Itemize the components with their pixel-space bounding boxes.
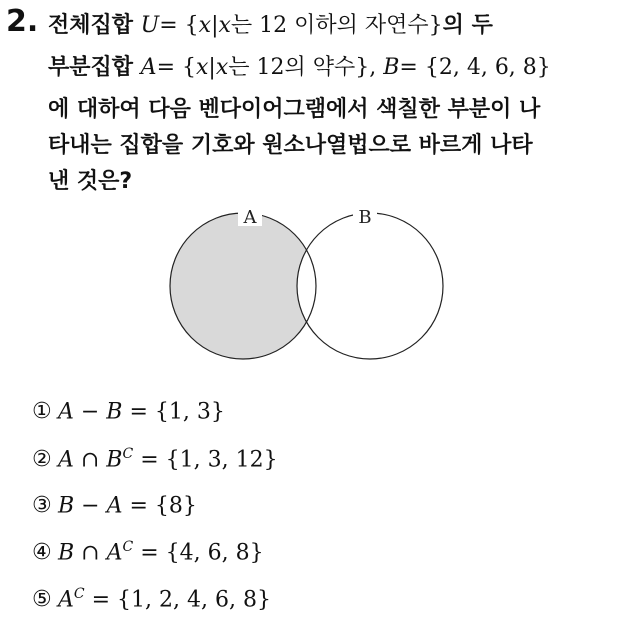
question-line-1 bbox=[48, 8, 493, 39]
choice-lhs: A bbox=[58, 587, 74, 613]
symbol-U: U bbox=[140, 13, 160, 38]
question-line-2 bbox=[48, 50, 551, 81]
choice-mark: ④ bbox=[32, 540, 52, 566]
shaded-region-a-minus-b bbox=[170, 213, 316, 359]
circle-b bbox=[297, 213, 443, 359]
label-a: A bbox=[243, 207, 257, 228]
choice-lhs: B − A bbox=[58, 493, 123, 519]
text-condition: 는 12 이하의 자연수} bbox=[230, 13, 443, 38]
choice-sup: C bbox=[122, 539, 134, 555]
symbol-x: x bbox=[215, 55, 229, 80]
choice-lhs: A − B bbox=[58, 399, 123, 425]
symbol-B: B bbox=[376, 55, 400, 80]
choice-rhs: = {1, 3} bbox=[122, 399, 225, 425]
text-set-b: = {2, 4, 6, 8} bbox=[399, 55, 551, 80]
question-line-3: 에 대하여 다음 벤다이어그램에서 색칠한 부분이 나 bbox=[48, 97, 541, 122]
text-eq: = { bbox=[159, 13, 199, 38]
choice-rhs: = {1, 3, 12} bbox=[133, 447, 278, 473]
text-bar: | bbox=[208, 55, 216, 80]
choice-rhs: = {8} bbox=[122, 493, 197, 519]
choice-mark: ③ bbox=[32, 493, 52, 519]
question-line-5: 낸 것은? bbox=[48, 169, 133, 194]
choice-lhs: B ∩ A bbox=[58, 540, 123, 566]
symbol-x: x bbox=[198, 13, 212, 38]
choice-mark: ⑤ bbox=[32, 587, 52, 613]
text-universal-set: 전체집합 bbox=[48, 13, 141, 38]
choice-sup: C bbox=[122, 446, 134, 462]
choice-2[interactable] bbox=[32, 446, 278, 472]
choice-rhs: = {1, 2, 4, 6, 8} bbox=[84, 587, 271, 613]
choice-mark: ② bbox=[32, 447, 52, 473]
symbol-A: A bbox=[140, 55, 157, 80]
text-condition: 는 12의 약수}, bbox=[228, 55, 377, 80]
choice-mark: ① bbox=[32, 399, 52, 425]
choice-5[interactable] bbox=[32, 586, 271, 612]
venn-diagram bbox=[160, 196, 460, 366]
symbol-x: x bbox=[218, 13, 231, 38]
choice-4[interactable] bbox=[32, 539, 264, 565]
text-eq: = { bbox=[156, 55, 196, 80]
choice-lhs: A ∩ B bbox=[58, 447, 123, 473]
text-bar: | bbox=[211, 13, 219, 38]
question-number: 2. bbox=[6, 4, 39, 39]
choice-sup: C bbox=[73, 586, 85, 602]
text-tail: 의 두 bbox=[442, 13, 493, 38]
question-line-4: 타내는 집합을 기호와 원소나열법으로 바르게 나타 bbox=[48, 133, 533, 158]
symbol-x: x bbox=[196, 55, 209, 80]
choice-rhs: = {4, 6, 8} bbox=[133, 540, 264, 566]
choice-3[interactable] bbox=[32, 492, 197, 518]
choice-1[interactable] bbox=[32, 398, 225, 424]
text-subset: 부분집합 bbox=[48, 55, 141, 80]
label-b: B bbox=[358, 207, 372, 228]
